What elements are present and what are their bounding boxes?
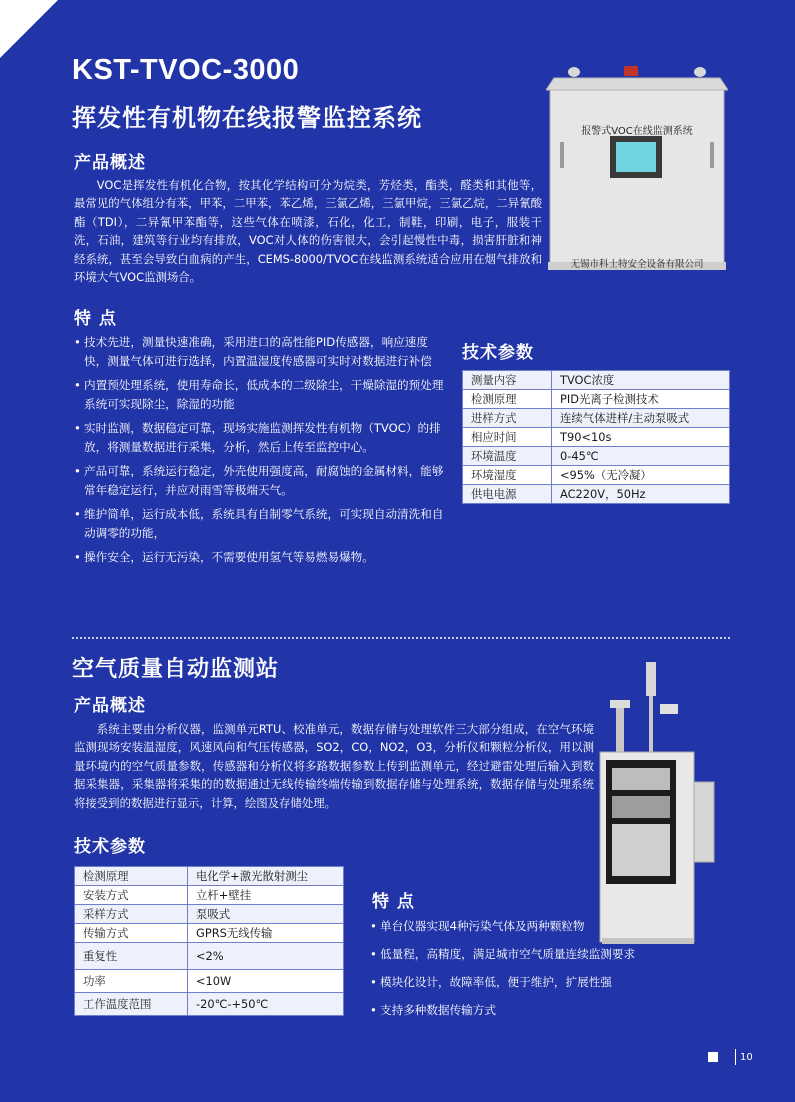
features2-list bbox=[370, 917, 700, 1029]
feature-item: • 实时监测，数据稳定可靠，现场实施监测挥发性有机物（TVOC）的排放，将测量数据进行采集，分析，然后上传至监控中心。 bbox=[74, 419, 446, 457]
table-row bbox=[75, 867, 344, 886]
cabinet-label: 报警式VOC在线监测系统 bbox=[581, 126, 693, 137]
station-illustration bbox=[596, 662, 718, 946]
spec-value: 连续气体进样/主动泵吸式 bbox=[552, 409, 730, 428]
spec-table bbox=[462, 370, 730, 504]
table-row bbox=[75, 943, 344, 970]
features-list bbox=[74, 333, 446, 572]
spec-value: -20℃-+50℃ bbox=[188, 993, 344, 1016]
spec-key: 环境湿度 bbox=[463, 466, 552, 485]
spec-value: 0-45℃ bbox=[552, 447, 730, 466]
table-row bbox=[75, 970, 344, 993]
section2-title: 空气质量自动监测站 bbox=[72, 657, 280, 682]
feature-item: • 产品可靠，系统运行稳定，外壳使用强度高，耐腐蚀的金属材料，能够常年稳定运行，并应对雨雪等极端天气。 bbox=[74, 462, 446, 500]
product-subtitle: 挥发性有机物在线报警监控系统 bbox=[72, 104, 422, 132]
spec-key: 重复性 bbox=[75, 943, 188, 970]
table-row bbox=[463, 466, 730, 485]
spec-value: T90<10s bbox=[552, 428, 730, 447]
feature-item: • 内置预处理系统，使用寿命长，低成本的二级除尘，干燥除湿的预处理系统可实现除尘，除湿的功能 bbox=[74, 376, 446, 414]
table-row bbox=[463, 371, 730, 390]
table-row bbox=[75, 924, 344, 943]
spec-key: 检测原理 bbox=[75, 867, 188, 886]
table-row bbox=[463, 447, 730, 466]
spec-key: 采样方式 bbox=[75, 905, 188, 924]
spec-key: 工作温度范围 bbox=[75, 993, 188, 1016]
spec-value: <95%（无冷凝） bbox=[552, 466, 730, 485]
feature-item: • 模块化设计，故障率低，便于维护，扩展性强 bbox=[370, 973, 700, 991]
table-row bbox=[463, 409, 730, 428]
spec-key: 测量内容 bbox=[463, 371, 552, 390]
table-row bbox=[75, 886, 344, 905]
spec-value: PID光离子检测技术 bbox=[552, 390, 730, 409]
table-row bbox=[463, 428, 730, 447]
spec-key: 传输方式 bbox=[75, 924, 188, 943]
feature-item: • 技术先进，测量快速准确，采用进口的高性能PID传感器，响应速度快，测量气体可进行选择，内置温湿度传感器可实时对数据进行补偿 bbox=[74, 333, 446, 371]
spec-heading: 技术参数 bbox=[462, 343, 534, 363]
spec-key: 环境温度 bbox=[463, 447, 552, 466]
spec2-heading: 技术参数 bbox=[74, 837, 146, 857]
spec-key: 进样方式 bbox=[463, 409, 552, 428]
features-heading: 特 点 bbox=[74, 309, 117, 329]
tvoc-cabinet-image bbox=[546, 62, 728, 272]
feature-item: • 操作安全，运行无污染，不需要使用氢气等易燃易爆物。 bbox=[74, 548, 446, 567]
spec-key: 供电电源 bbox=[463, 485, 552, 504]
table-row bbox=[463, 390, 730, 409]
page-corner-fold bbox=[0, 0, 58, 58]
spec-value: 立杆+壁挂 bbox=[188, 886, 344, 905]
spec-key: 安装方式 bbox=[75, 886, 188, 905]
spec-key: 检测原理 bbox=[463, 390, 552, 409]
feature-item: • 支持多种数据传输方式 bbox=[370, 1001, 700, 1019]
table-row bbox=[75, 993, 344, 1016]
section-divider bbox=[72, 637, 730, 639]
page-number: 10 bbox=[740, 1052, 753, 1063]
product-model-title: KST-TVOC-3000 bbox=[72, 54, 300, 86]
page-marker bbox=[708, 1052, 718, 1062]
spec-value: TVOC浓度 bbox=[552, 371, 730, 390]
overview-text: VOC是挥发性有机化合物，按其化学结构可分为烷类，芳烃类，酯类，醛类和其他等，最常见的气体组分有苯，甲苯，二甲苯，苯乙烯，三氯乙烯，三氯甲烷，三氯乙烷，二异氰酸酯（TDI），二异氰甲苯酯等，这些气体在喷漆，石化，化工，制鞋，印刷，电子，服装干洗，石油，建筑等行业均有排放，VOC对人体的伤害很大，会引起慢性中毒，损害肝脏和神经系统，甚至会导致白血病的产生，CEMS-8000/TVOC在线监测系统适合应用在烟气排放和环境大气VOC监测场合。 bbox=[74, 178, 542, 285]
spec-value: 电化学+激光散射测尘 bbox=[188, 867, 344, 886]
overview2-text: 系统主要由分析仪器，监测单元RTU、校准单元，数据存储与处理软件三大部分组成，在空气环境监测现场安装温湿度，风速风向和气压传感器，SO2，CO，NO2，O3，分析仪和颗粒分析仪，用以测量环境内的空气质量参数，传感器和分析仪将多路数据参数上传到监测单元，经过避雷处理后输入到数据采集器，采集器将采集的的数据通过无线传输终端传输到数据存储与处理系统，数据存储与处理系统将接受到的数据进行显示，计算，绘图及存储处理。 bbox=[74, 722, 594, 810]
features2-heading: 特 点 bbox=[372, 892, 415, 912]
spec-value: AC220V，50Hz bbox=[552, 485, 730, 504]
table-row bbox=[75, 905, 344, 924]
page-marker-bar bbox=[735, 1049, 736, 1065]
overview-heading: 产品概述 bbox=[74, 153, 146, 173]
spec-value: <2% bbox=[188, 943, 344, 970]
cabinet-company: 无锡市科士特安全设备有限公司 bbox=[570, 259, 704, 270]
spec-key: 功率 bbox=[75, 970, 188, 993]
feature-item: • 低量程，高精度，满足城市空气质量连续监测要求 bbox=[370, 945, 700, 963]
spec-key: 相应时间 bbox=[463, 428, 552, 447]
overview2-heading: 产品概述 bbox=[74, 696, 146, 716]
spec-value: 泵吸式 bbox=[188, 905, 344, 924]
air-station-image bbox=[596, 662, 718, 946]
table-row bbox=[463, 485, 730, 504]
spec-value: <10W bbox=[188, 970, 344, 993]
spec2-table bbox=[74, 866, 344, 1016]
feature-item: • 维护简单，运行成本低，系统具有自制零气系统，可实现自动清洗和自动调零的功能， bbox=[74, 505, 446, 543]
spec-value: GPRS无线传输 bbox=[188, 924, 344, 943]
feature-item: • 单台仪器实现4种污染气体及两种颗粒物 bbox=[370, 917, 700, 935]
cabinet-illustration bbox=[546, 62, 728, 272]
